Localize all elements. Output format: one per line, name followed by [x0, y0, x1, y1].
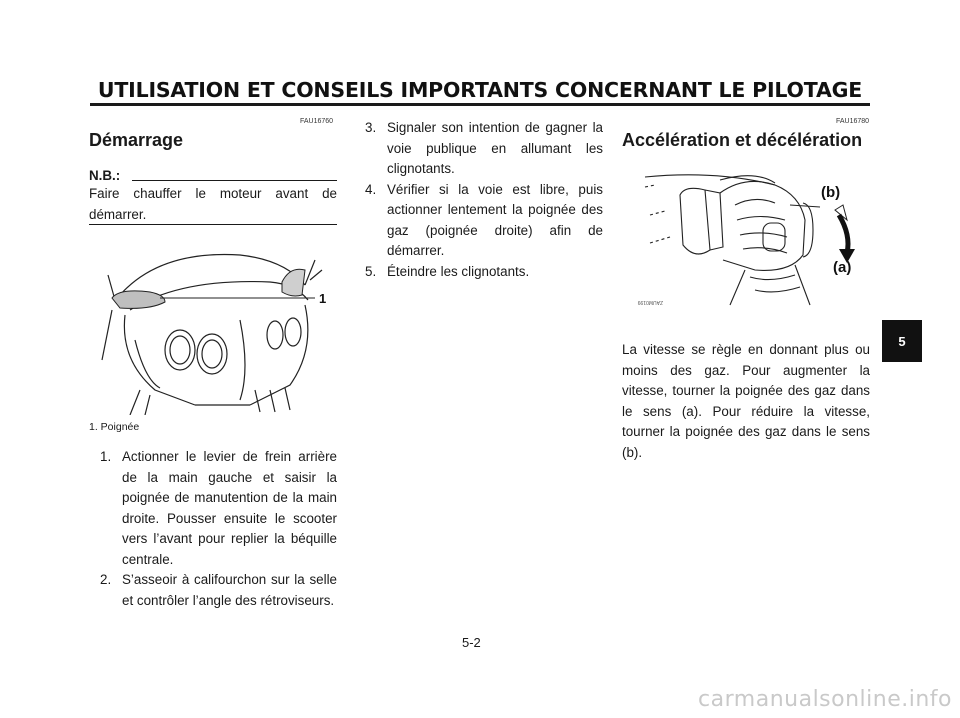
- section-code-demarrage: FAU16760: [300, 118, 334, 125]
- nb-bottom-rule: [89, 224, 337, 225]
- step-3-number: 3.: [365, 120, 377, 135]
- scooter-handle-figure: [100, 240, 340, 415]
- step-1: [100, 447, 337, 570]
- nb-text: Faire chauffer le moteur avant de démarrer.: [89, 186, 337, 222]
- throttle-grip-figure: [625, 165, 870, 315]
- step-5-text: Éteindre les clignotants.: [387, 263, 530, 279]
- acceleration-paragraph: La vitesse se règle en donnant plus ou moins des gaz. Pour augmenter la vitesse, tourner la poignée des gaz dans le sens (a). Pour réduire la vitesse, tourner la poignée des gaz dans le sens (b).: [622, 342, 870, 460]
- step-1-text: Actionner le levier de frein arrière de la main gauche et saisir la poignée de manutention de la main droite. Pousser ensuite le scooter vers l’avant pour replier la béquille centrale.: [122, 449, 337, 567]
- step-2-number: 2.: [100, 572, 112, 587]
- step-3: [365, 118, 603, 180]
- chapter-tab: 5: [882, 320, 922, 362]
- section-code-acceleration: FAU16780: [836, 118, 870, 125]
- step-4-number: 4.: [365, 181, 377, 197]
- nb-top-rule: [132, 180, 337, 181]
- step-3-text: Signaler son intention de gagner la voie publique en allumant les clignotants.: [387, 120, 603, 176]
- section-heading-demarrage: Démarrage: [89, 130, 184, 150]
- section-heading-acceleration: Accélération et décélération: [622, 130, 863, 150]
- step-4-text: Vérifier si la voie est libre, puis actionner lentement la poignée des gaz (poignée droite) afin de démarrer.: [387, 181, 603, 258]
- label-a: (a): [833, 259, 852, 276]
- step-5: [365, 262, 603, 283]
- label-b: (b): [821, 184, 841, 201]
- figure-callout-1: 1: [319, 291, 327, 306]
- step-1-number: 1.: [100, 449, 112, 464]
- middle-steps-list: [365, 118, 603, 282]
- figure-caption: 1. Poignée: [89, 421, 140, 433]
- step-2: [100, 570, 337, 611]
- step-5-number: 5.: [365, 263, 377, 279]
- page-number: 5-2: [462, 635, 481, 650]
- watermark-text: carmanualsonline.info: [698, 687, 952, 712]
- left-steps-list: [100, 447, 337, 611]
- page-header-title: UTILISATION ET CONSEILS IMPORTANTS CONCERNANT LE PILOTAGE: [97, 78, 863, 102]
- step-2-text: S’asseoir à califourchon sur la selle et contrôler l’angle des rétroviseurs.: [122, 572, 337, 608]
- header-rule: [90, 103, 870, 106]
- figure-small-code: ZAUM0199: [637, 299, 663, 305]
- step-4: [365, 180, 603, 262]
- nb-label: N.B.:: [89, 168, 121, 183]
